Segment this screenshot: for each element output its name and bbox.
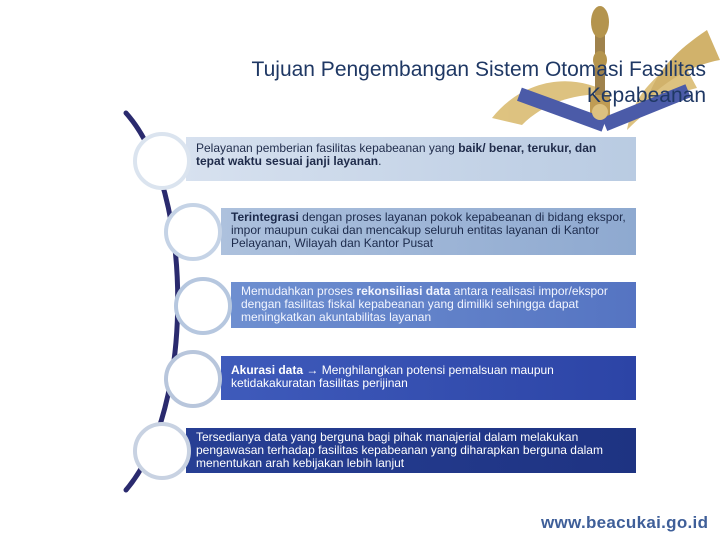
list-item [186, 137, 636, 181]
list-item [221, 356, 636, 400]
bullet-circle [164, 350, 222, 408]
slide-title-line1: Tujuan Pengembangan Sistem Otomasi Fasilitas [251, 58, 706, 81]
bullet-circle [133, 132, 191, 190]
list-item [186, 428, 636, 473]
item-bold-text: Terintegrasi [231, 210, 299, 224]
item-text: Pelayanan pemberian fasilitas kepabeanan yang [196, 141, 459, 155]
item-text-end: . [378, 154, 382, 168]
item-bold-text: baik/ benar, terukur, dan tepat waktu sesuai janji layanan [196, 141, 597, 168]
footer-url: www.beacukai.go.id [541, 513, 709, 532]
item-text-end: → Menghilangkan potensi pemalsuan maupun ketidakakuratan fasilitas perijinan [231, 363, 554, 390]
item-text-end: dengan proses layanan pokok kepabeanan di bidang ekspor, impor maupun cukai dan mencakup seluruh entitas layanan di Kantor Pelayanan, Wilayah dan Kantor Pusat [231, 210, 626, 250]
bullet-circle [174, 277, 232, 335]
slide-title-line2: Kepabeanan [586, 84, 706, 107]
bullet-circle [133, 422, 191, 480]
item-text-end: antara realisasi impor/ekspor dengan fasilitas fiskal kepabeanan yang dimiliki sehingga dapat meningkatkan akuntabilitas layanan [241, 284, 608, 324]
item-bold-text: rekonsiliasi data [356, 284, 451, 298]
item-text: Memudahkan proses [241, 284, 357, 298]
bullet-circle [164, 203, 222, 261]
item-text: Tersedianya data yang berguna bagi pihak manajerial dalam melakukan pengawasan terhadap fasilitas kepabeanan yang diharapkan berguna dalam menentukan arah kebijakan lebih lanjut [196, 430, 603, 470]
list-item [221, 208, 636, 255]
list-item [231, 282, 636, 328]
item-bold-text: Akurasi data [231, 363, 304, 377]
